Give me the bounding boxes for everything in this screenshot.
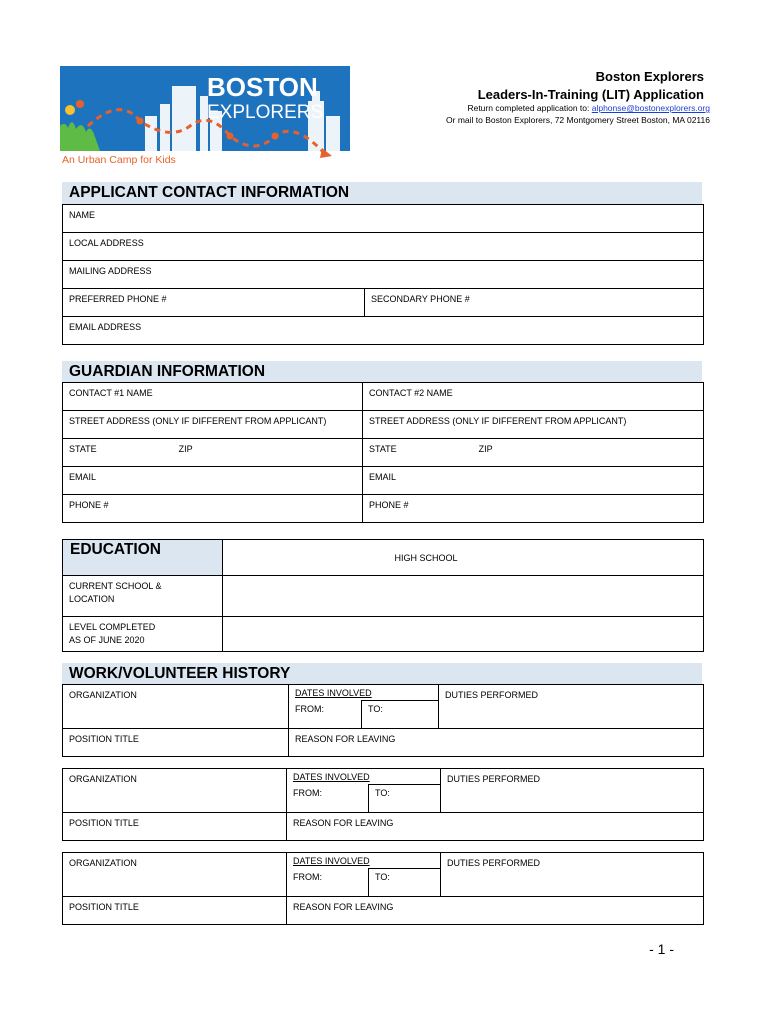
to-field[interactable]: TO:: [362, 701, 439, 729]
position-title-field[interactable]: POSITION TITLE: [63, 813, 287, 841]
dates-involved-label: DATES INVOLVED: [289, 685, 439, 701]
to-field[interactable]: TO:: [369, 869, 441, 897]
organization-field[interactable]: ORGANIZATION: [63, 853, 287, 897]
contact2-email-field[interactable]: EMAIL: [363, 467, 704, 495]
logo-tagline: An Urban Camp for Kids: [62, 154, 176, 166]
from-field[interactable]: FROM:: [287, 785, 369, 813]
secondary-phone-field[interactable]: SECONDARY PHONE #: [365, 289, 704, 317]
contact1-street-field[interactable]: STREET ADDRESS (ONLY IF DIFFERENT FROM APPLICANT): [63, 411, 363, 439]
submission-info: [446, 102, 710, 126]
form-title: Leaders-In-Training (LIT) Application: [477, 87, 704, 102]
to-field[interactable]: TO:: [369, 785, 441, 813]
contact2-name-field[interactable]: CONTACT #2 NAME: [363, 383, 704, 411]
page-number: - 1 -: [649, 941, 674, 957]
organization-field[interactable]: ORGANIZATION: [63, 769, 287, 813]
logo-line1: BOSTON: [207, 72, 318, 102]
reason-leaving-field[interactable]: REASON FOR LEAVING: [287, 813, 704, 841]
return-prefix: Return completed application to:: [467, 103, 592, 113]
duties-field[interactable]: DUTIES PERFORMED: [441, 853, 704, 897]
contact1-phone-field[interactable]: PHONE #: [63, 495, 363, 523]
work-entry-2: [62, 768, 704, 841]
work-entry-1: [62, 684, 704, 757]
boston-explorers-logo: [60, 66, 350, 166]
applicant-heading: APPLICANT CONTACT INFORMATION: [62, 182, 702, 204]
contact1-state-zip-field[interactable]: STATE ZIP: [63, 439, 363, 467]
mailing-address-field[interactable]: MAILING ADDRESS: [63, 261, 704, 289]
current-school-field[interactable]: [223, 576, 704, 617]
contact1-name-field[interactable]: CONTACT #1 NAME: [63, 383, 363, 411]
education-heading: EDUCATION: [63, 540, 223, 576]
mail-address: Or mail to Boston Explorers, 72 Montgomery Street Boston, MA 02116: [446, 115, 710, 125]
email-address-field[interactable]: EMAIL ADDRESS: [63, 317, 704, 345]
name-field[interactable]: NAME: [63, 205, 704, 233]
education-table: [62, 539, 704, 652]
from-field[interactable]: FROM:: [289, 701, 362, 729]
work-entry-3: [62, 852, 704, 925]
dates-involved-label: DATES INVOLVED: [287, 769, 441, 785]
preferred-phone-field[interactable]: PREFERRED PHONE #: [63, 289, 365, 317]
guardian-heading: GUARDIAN INFORMATION: [62, 361, 702, 382]
reason-leaving-field[interactable]: REASON FOR LEAVING: [289, 729, 704, 757]
position-title-field[interactable]: POSITION TITLE: [63, 729, 289, 757]
organization-field[interactable]: ORGANIZATION: [63, 685, 289, 729]
org-name: Boston Explorers: [595, 69, 704, 84]
contact2-state-zip-field[interactable]: STATE ZIP: [363, 439, 704, 467]
from-field[interactable]: FROM:: [287, 869, 369, 897]
duties-field[interactable]: DUTIES PERFORMED: [439, 685, 704, 729]
email-link[interactable]: alphonse@bostonexplorers.org: [591, 103, 710, 113]
dates-involved-label: DATES INVOLVED: [287, 853, 441, 869]
position-title-field[interactable]: POSITION TITLE: [63, 897, 287, 925]
level-completed-label: LEVEL COMPLETED AS OF JUNE 2020: [63, 617, 223, 652]
logo-line2: EXPLORERS: [207, 102, 324, 123]
contact2-phone-field[interactable]: PHONE #: [363, 495, 704, 523]
contact2-street-field[interactable]: STREET ADDRESS (ONLY IF DIFFERENT FROM APPLICANT): [363, 411, 704, 439]
guardian-table: [62, 382, 704, 523]
current-school-label: CURRENT SCHOOL & LOCATION: [63, 576, 223, 617]
high-school-field[interactable]: HIGH SCHOOL: [223, 540, 704, 576]
applicant-table: [62, 204, 704, 345]
reason-leaving-field[interactable]: REASON FOR LEAVING: [287, 897, 704, 925]
level-completed-field[interactable]: [223, 617, 704, 652]
contact1-email-field[interactable]: EMAIL: [63, 467, 363, 495]
local-address-field[interactable]: LOCAL ADDRESS: [63, 233, 704, 261]
form-header: [478, 68, 704, 104]
duties-field[interactable]: DUTIES PERFORMED: [441, 769, 704, 813]
work-heading: WORK/VOLUNTEER HISTORY: [62, 663, 702, 684]
